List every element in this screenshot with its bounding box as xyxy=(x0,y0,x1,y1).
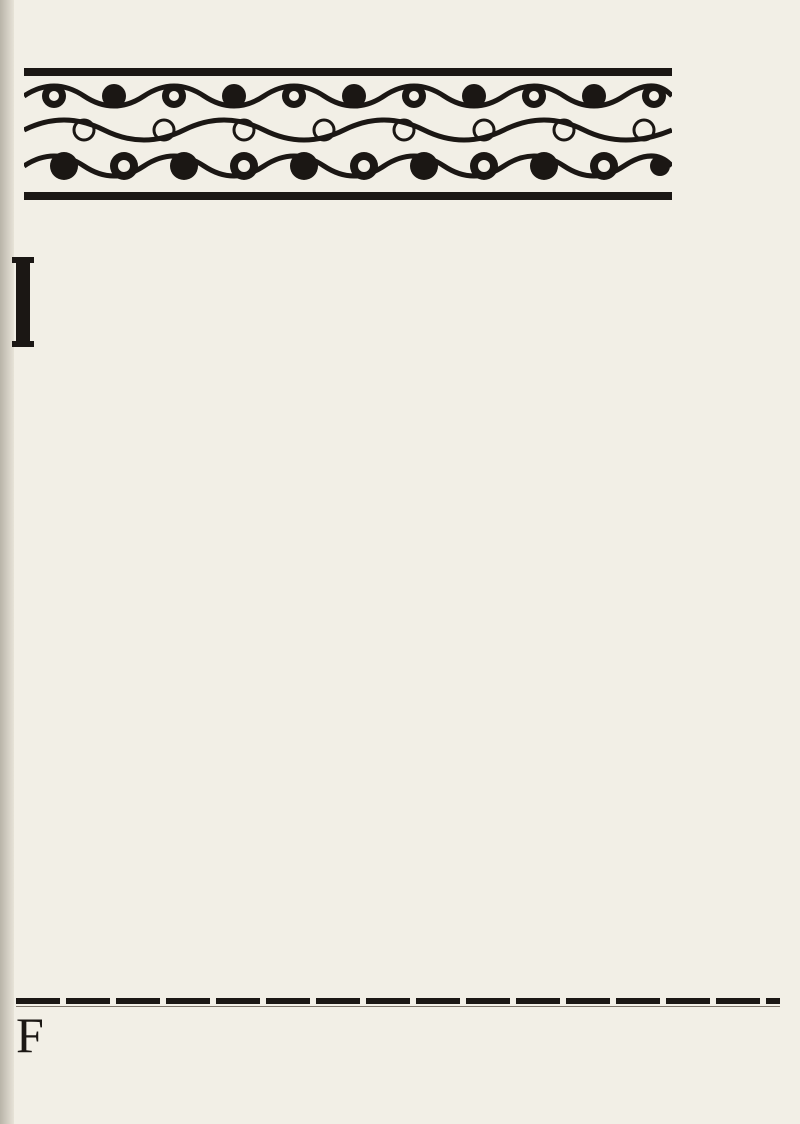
separator-rule-thin xyxy=(16,1006,780,1007)
drop-initial xyxy=(16,257,30,347)
second-poem-initial: F xyxy=(16,1007,44,1063)
separator-rule xyxy=(16,998,780,1004)
